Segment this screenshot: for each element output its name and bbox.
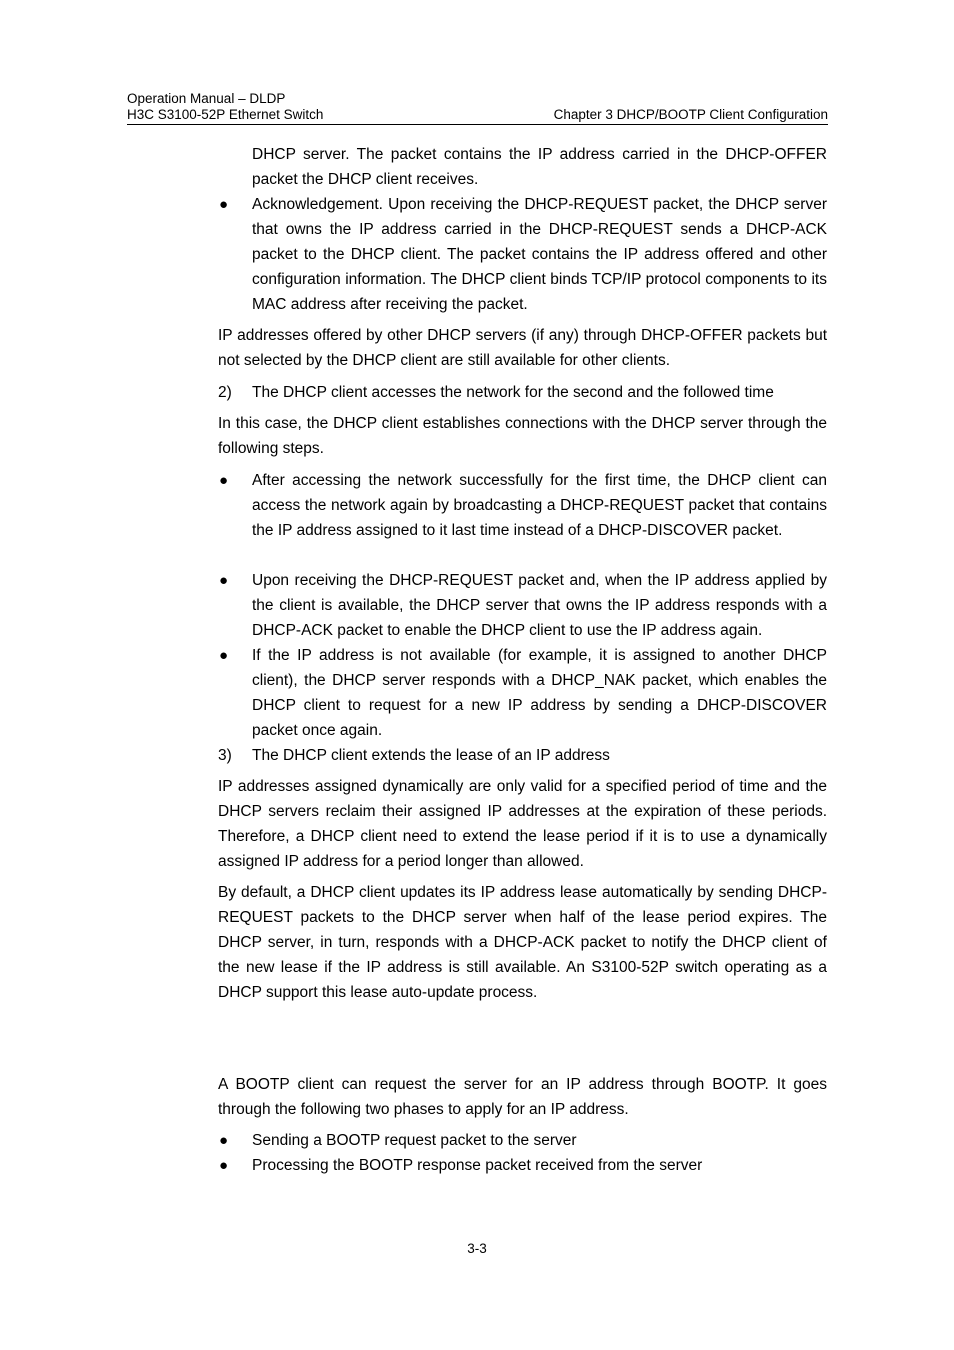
bullet-icon: ●	[219, 572, 229, 589]
paragraph-default-lease: By default, a DHCP client updates its IP address lease automatically by sending DHCP-REQUEST packets to the DHCP server when half of the lease period expires. The DHCP server, in turn, responds with a DHCP-ACK packet to notify the DHCP client of the new lease if the IP address is still available. An S3100-52P switch operating as a DHCP support this lease auto-update process.	[218, 884, 827, 1001]
paragraph-in-this-case: In this case, the DHCP client establishes connections with the DHCP server through the following steps.	[218, 415, 827, 457]
bullet-text: Processing the BOOTP response packet received from the server	[252, 1157, 703, 1174]
paragraph-bootp: A BOOTP client can request the server for an IP address through BOOTP. It goes through the following two phases to apply for an IP address.	[218, 1076, 827, 1118]
bullet-text: After accessing the network successfully for the first time, the DHCP client can access the network again by broadcasting a DHCP-REQUEST packet that contains the IP address assigned to it last time instead of a DHCP-DISCOVER packet.	[252, 472, 827, 539]
continued-paragraph: DHCP server. The packet contains the IP address carried in the DHCP-OFFER packet the DHCP client receives.	[252, 146, 827, 188]
bullet-text: If the IP address is not available (for example, it is assigned to another DHCP client), the DHCP server responds with a DHCP_NAK packet, which enables the DHCP client to request for a new IP address by sending a DHCP-DISCOVER packet once again.	[252, 647, 827, 739]
page-header	[127, 91, 828, 123]
numbered-label: 3)	[218, 747, 232, 764]
numbered-text: The DHCP client extends the lease of an IP address	[252, 747, 610, 764]
bullet-icon: ●	[219, 1132, 229, 1149]
bullet-item-access-again	[218, 468, 827, 543]
bullet-icon: ●	[219, 196, 229, 213]
numbered-label: 2)	[218, 384, 232, 401]
header-manual-title: Operation Manual – DLDP	[127, 91, 286, 106]
header-product-name: H3C S3100-52P Ethernet Switch	[127, 107, 324, 122]
bullet-text: Sending a BOOTP request packet to the server	[252, 1132, 577, 1149]
bullet-item-bootp-response	[218, 1153, 827, 1178]
header-rule	[127, 124, 828, 125]
paragraph-offered-addresses: IP addresses offered by other DHCP servers (if any) through DHCP-OFFER packets but not selected by the DHCP client are still available for other clients.	[218, 327, 827, 369]
bullet-icon: ●	[219, 472, 229, 489]
header-chapter-title: Chapter 3 DHCP/BOOTP Client Configuration	[553, 107, 828, 122]
paragraph-dynamic-addresses: IP addresses assigned dynamically are only valid for a specified period of time and the DHCP servers reclaim their assigned IP addresses at the expiration of these periods. Therefore, a DHCP client need to extend the lease period if it is to use a dynamically assigned IP address for a period longer than allowed.	[218, 778, 827, 870]
bullet-item-not-available	[218, 643, 827, 743]
bullet-icon: ●	[219, 1157, 229, 1174]
bullet-item-bootp-request	[218, 1128, 827, 1153]
page-number: 3-3	[467, 1241, 487, 1256]
numbered-item-3	[218, 743, 827, 768]
bullet-text: Upon receiving the DHCP-REQUEST packet and, when the IP address applied by the client is available, the DHCP server that owns the IP address responds with a DHCP-ACK packet to enable the DHCP client to use the IP address again.	[252, 572, 827, 639]
bullet-item-request-received	[218, 568, 827, 643]
numbered-text: The DHCP client accesses the network for the second and the followed time	[252, 384, 774, 401]
bullet-text: Acknowledgement. Upon receiving the DHCP-REQUEST packet, the DHCP server that owns the IP address carried in the DHCP-REQUEST sends a DHCP-ACK packet to the DHCP client. The packet contains the IP address offered and other configuration information. The DHCP client binds TCP/IP protocol components to its MAC address after receiving the packet.	[252, 196, 827, 313]
bullet-item-acknowledgement	[218, 192, 827, 317]
bullet-icon: ●	[219, 647, 229, 664]
numbered-item-2	[218, 380, 827, 405]
